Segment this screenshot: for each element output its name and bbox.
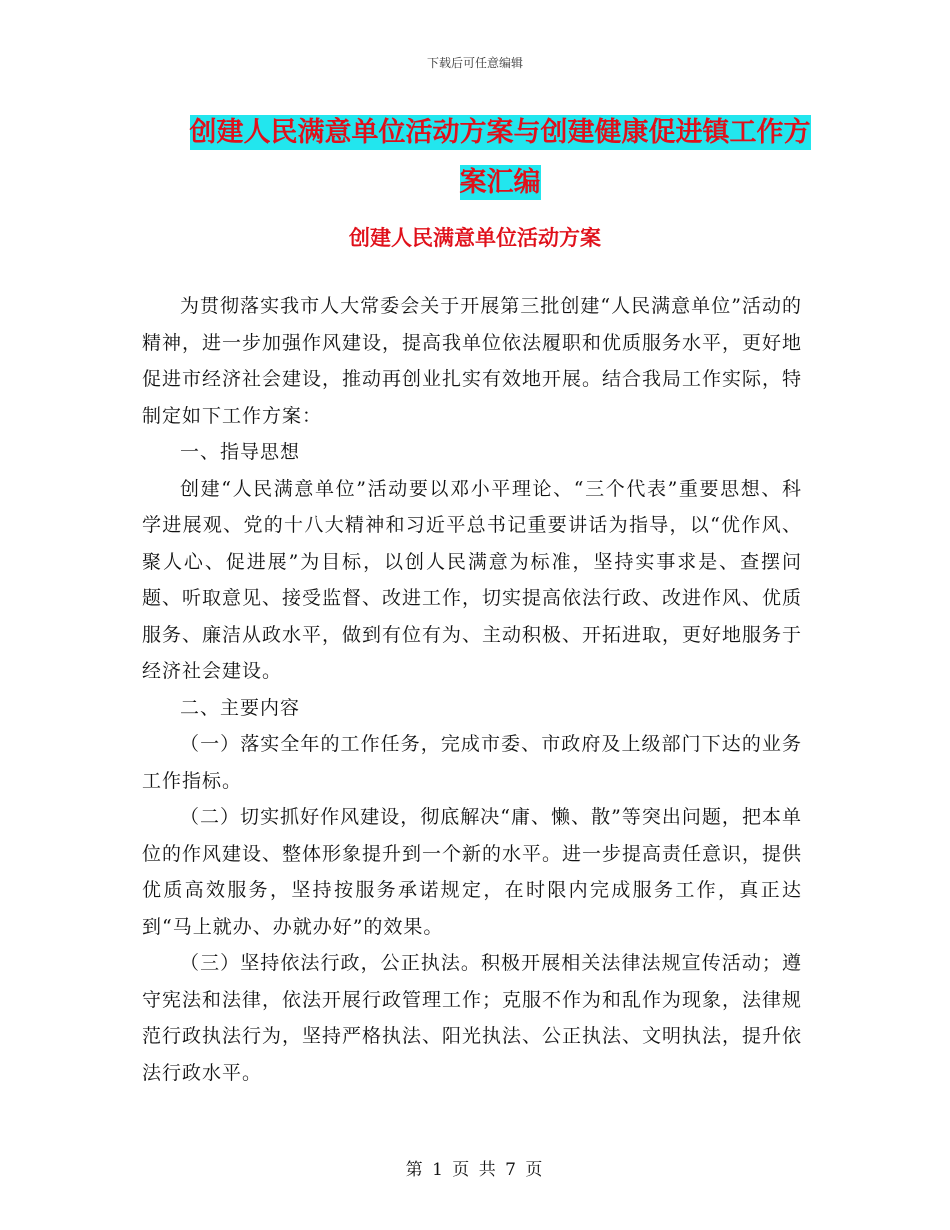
document-body	[142, 288, 802, 1091]
paragraph-item-1: （一）落实全年的工作任务，完成市委、市政府及上级部门下达的业务工作指标。	[142, 733, 802, 792]
paragraph-item-3: （三）坚持依法行政，公正执法。积极开展相关法律法规宣传活动；遵守宪法和法律，依法开展行政管理工作；克服不作为和乱作为现象，法律规范行政执法行为，坚持严格执法、阳光执法、公正执法、文明执法，提升依法行政水平。	[142, 952, 803, 1084]
section-title: 创建人民满意单位活动方案	[349, 226, 601, 250]
document-title-line-1: 创建人民满意单位活动方案与创建健康促进镇工作方	[189, 117, 811, 148]
heading-main-content: 二、主要内容	[180, 696, 301, 719]
paragraph-intro: 为贯彻落实我市人大常委会关于开展第三批创建“人民满意单位”活动的精神，进一步加强作风建设，提高我单位依法履职和优质服务水平，更好地促进市经济社会建设，推动再创业扎实有效地开展。结合我局工作实际，特制定如下工作方案：	[142, 295, 803, 427]
paragraph-item-2: （二）切实抓好作风建设，彻底解决“庸、懒、散”等突出问题，把本单位的作风建设、整体形象提升到一个新的水平。进一步提高责任意识，提供优质高效服务，坚持按服务承诺规定，在时限内完成服务工作，真正达到“马上就办、办就办好”的效果。	[142, 806, 803, 938]
document-title	[150, 108, 850, 208]
header-note: 下载后可任意编辑	[426, 56, 523, 70]
heading-guiding-ideology: 一、指导思想	[180, 441, 301, 463]
paragraph-guiding-ideology: 创建“人民满意单位”活动要以邓小平理论、“三个代表”重要思想、科学进展观、党的十八大精神和习近平总书记重要讲话为指导，以“优作风、聚人心、促进展”为目标，以创人民满意为标准，坚持实事求是、查摆问题、听取意见、接受监督、改进工作，切实提高依法行政、改进作风、优质服务、廉洁从政水平，做到有位有为、主动积极、开拓进取，更好地服务于经济社会建设。	[142, 477, 803, 682]
document-title-line-2: 案汇编	[459, 167, 541, 198]
page-number-footer: 第 1 页 共 7 页	[405, 1160, 545, 1180]
